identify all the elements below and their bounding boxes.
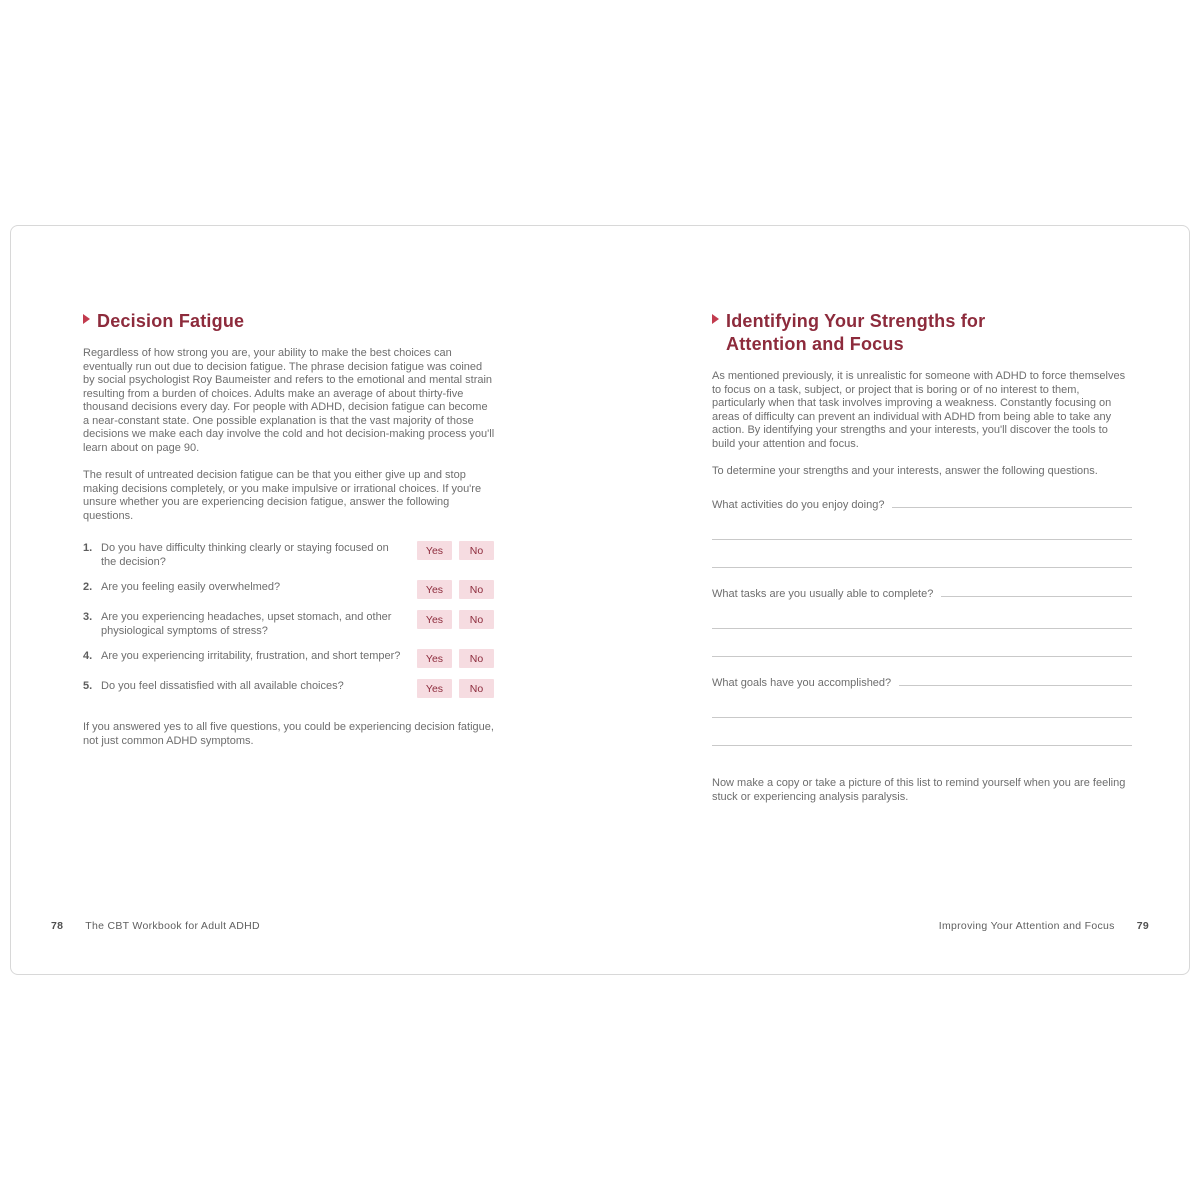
question-number: 5. bbox=[83, 680, 93, 692]
answer-line bbox=[712, 512, 1132, 540]
yes-no-group bbox=[417, 649, 495, 668]
right-page-content bbox=[712, 310, 1132, 815]
left-page-content bbox=[83, 310, 495, 759]
question-text: Are you experiencing irritability, frustration, and short temper? bbox=[101, 650, 401, 662]
right-page bbox=[600, 226, 1189, 974]
right-footer bbox=[939, 920, 1149, 932]
prompt-block bbox=[712, 673, 1132, 746]
answer-line bbox=[712, 629, 1132, 657]
no-badge: No bbox=[459, 649, 494, 668]
question-number: 3. bbox=[83, 611, 93, 623]
left-paragraph-1: Regardless of how strong you are, your ability to make the best choices can eventually run out due to decision fatigue. The phrase decision fatigue was coined by social psychologist Roy Baumeister and refers to the emotional and mental strain resulting from a burden of choices. Adults make an average of about thirty-five thousand decisions every day. For people with ADHD, decision fatigue can become a near-constant state. One possible explanation is that the vast majority of those decisions we make each day involve the cold and hot decision-making process you'll learn about on page 90. bbox=[83, 347, 495, 454]
left-footer-title: The CBT Workbook for Adult ADHD bbox=[85, 920, 260, 932]
yes-no-group bbox=[417, 541, 495, 560]
yes-badge: Yes bbox=[417, 649, 452, 668]
question-list bbox=[83, 541, 495, 698]
left-paragraph-2: The result of untreated decision fatigue can be that you either give up and stop making decisions completely, or you make impulsive or irrational choices. If you're unsure whether you are experiencing decision fatigue, answer the following questions. bbox=[83, 469, 482, 522]
heading-arrow-icon bbox=[83, 314, 90, 324]
question-text: Are you feeling easily overwhelmed? bbox=[101, 581, 281, 593]
question-text: Do you have difficulty thinking clearly or staying focused on the decision? bbox=[101, 542, 389, 568]
prompt-label-row bbox=[712, 495, 1132, 512]
right-page-heading bbox=[726, 310, 1132, 356]
right-closing-text: Now make a copy or take a picture of this list to remind yourself when you are feeling stuck or experiencing analysis paralysis. bbox=[712, 776, 1126, 803]
prompt-block bbox=[712, 495, 1132, 568]
question-number: 2. bbox=[83, 581, 93, 593]
prompt-block bbox=[712, 584, 1132, 657]
question-text: Do you feel dissatisfied with all available choices? bbox=[101, 680, 344, 692]
answer-line-inline bbox=[892, 495, 1132, 508]
left-heading-text: Decision Fatigue bbox=[97, 311, 245, 331]
question-number: 1. bbox=[83, 542, 93, 554]
prompt-label-row bbox=[712, 673, 1132, 690]
book-spread bbox=[10, 225, 1190, 975]
no-badge: No bbox=[459, 541, 494, 560]
right-heading-line2: Attention and Focus bbox=[726, 334, 904, 354]
no-badge: No bbox=[459, 610, 494, 629]
right-page-number: 79 bbox=[1136, 920, 1149, 932]
answer-line bbox=[712, 540, 1132, 568]
yes-badge: Yes bbox=[417, 610, 452, 629]
yes-badge: Yes bbox=[417, 580, 452, 599]
heading-arrow-icon bbox=[712, 314, 719, 324]
prompt-label: What goals have you accomplished? bbox=[712, 676, 892, 689]
question-row bbox=[83, 679, 495, 698]
prompt-label: What tasks are you usually able to complete? bbox=[712, 587, 934, 600]
right-heading-line1: Identifying Your Strengths for bbox=[726, 311, 986, 331]
question-row bbox=[83, 580, 495, 599]
yes-no-group bbox=[417, 610, 495, 629]
left-footer bbox=[51, 920, 260, 932]
left-page bbox=[11, 226, 600, 974]
yes-no-group bbox=[417, 679, 495, 698]
yes-badge: Yes bbox=[417, 679, 452, 698]
left-page-heading bbox=[97, 310, 495, 333]
answer-line-inline bbox=[941, 584, 1132, 597]
left-closing-text: If you answered yes to all five questions, you could be experiencing decision fatigue, not just common ADHD symptoms. bbox=[83, 721, 494, 747]
right-paragraph-1: As mentioned previously, it is unrealistic for someone with ADHD to force themselves to focus on a task, subject, or project that is boring or of no interest to them, particularly when that task involves improving a weakness. Constantly focusing on areas of difficulty can prevent an individual with ADHD from being able to take any action. By identifying your strengths and your interests, you'll discover the tools to build your attention and focus. bbox=[712, 370, 1126, 450]
question-row bbox=[83, 541, 495, 569]
prompt-label: What activities do you enjoy doing? bbox=[712, 498, 885, 511]
no-badge: No bbox=[459, 580, 494, 599]
answer-line bbox=[712, 690, 1132, 718]
yes-badge: Yes bbox=[417, 541, 452, 560]
question-number: 4. bbox=[83, 650, 93, 662]
prompt-label-row bbox=[712, 584, 1132, 601]
answer-line-inline bbox=[899, 673, 1132, 686]
left-page-number: 78 bbox=[51, 920, 64, 932]
question-row bbox=[83, 610, 495, 638]
answer-line bbox=[712, 718, 1132, 746]
yes-no-group bbox=[417, 580, 495, 599]
answer-line bbox=[712, 601, 1132, 629]
question-row bbox=[83, 649, 495, 668]
no-badge: No bbox=[459, 679, 494, 698]
right-footer-title: Improving Your Attention and Focus bbox=[938, 920, 1115, 932]
right-paragraph-2: To determine your strengths and your interests, answer the following questions. bbox=[712, 465, 1098, 477]
question-text: Are you experiencing headaches, upset stomach, and other physiological symptoms of stress? bbox=[101, 611, 392, 637]
